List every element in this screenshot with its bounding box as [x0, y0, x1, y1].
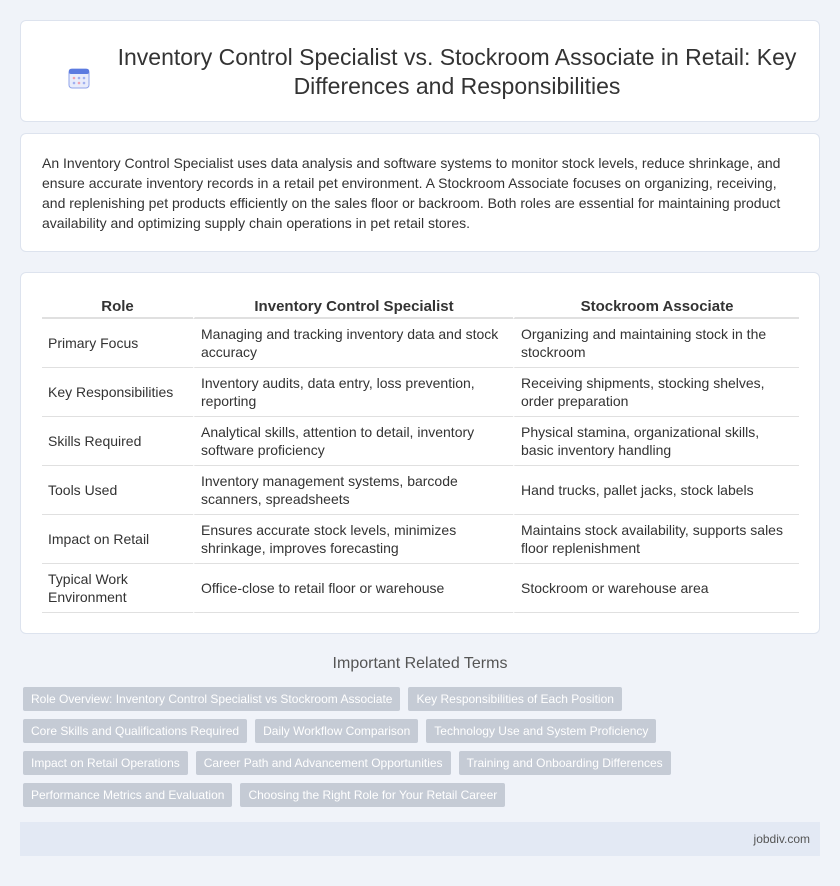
title-card	[20, 20, 820, 122]
related-term-tag[interactable]: Training and Onboarding Differences	[459, 751, 671, 775]
table-cell: Organizing and maintaining stock in the stockroom	[513, 319, 799, 368]
table-cell: Maintains stock availability, supports sales floor replenishment	[513, 515, 799, 564]
related-term-tag[interactable]: Performance Metrics and Evaluation	[23, 783, 232, 807]
row-label: Impact on Retail	[42, 515, 193, 564]
related-term-tag[interactable]: Core Skills and Qualifications Required	[23, 719, 247, 743]
table-cell: Physical stamina, organizational skills, basic inventory handling	[513, 417, 799, 466]
row-label: Primary Focus	[42, 319, 193, 368]
table-row	[42, 466, 799, 515]
related-terms-heading: Important Related Terms	[332, 655, 508, 672]
table-cell: Office-close to retail floor or warehouse	[193, 564, 513, 613]
table-row	[42, 319, 799, 368]
table-header-row	[42, 295, 799, 319]
row-label: Key Responsibilities	[42, 368, 193, 417]
table-row	[42, 515, 799, 564]
calendar-icon	[67, 66, 91, 90]
comparison-table-card	[20, 272, 820, 634]
table-row	[42, 368, 799, 417]
related-term-tag[interactable]: Impact on Retail Operations	[23, 751, 188, 775]
intro-paragraph: An Inventory Control Specialist uses data analysis and software systems to monitor stock levels, reduce shrinkage, and ensure accurate inventory records in a retail pet environment. A Stockroom Associate focuses on organizing, receiving, and replenishing pet products efficiently on the sales floor or backroom. Both roles are essential for maintaining product availability and optimizing supply chain operations in pet retail stores.	[42, 155, 781, 231]
table-cell: Inventory management systems, barcode scanners, spreadsheets	[193, 466, 513, 515]
related-term-tag[interactable]: Choosing the Right Role for Your Retail Career	[240, 783, 505, 807]
row-label: Typical Work Environment	[42, 564, 193, 613]
table-cell: Ensures accurate stock levels, minimizes shrinkage, improves forecasting	[193, 515, 513, 564]
table-row	[42, 417, 799, 466]
column-header-role: Role	[42, 295, 193, 319]
table-cell: Stockroom or warehouse area	[513, 564, 799, 613]
related-term-tag[interactable]: Key Responsibilities of Each Position	[408, 687, 621, 711]
table-cell: Hand trucks, pallet jacks, stock labels	[513, 466, 799, 515]
row-label: Tools Used	[42, 466, 193, 515]
column-header-stockroom-associate: Stockroom Associate	[513, 295, 799, 319]
related-term-tag[interactable]: Career Path and Advancement Opportunities	[196, 751, 451, 775]
column-header-inventory-control-specialist: Inventory Control Specialist	[193, 295, 513, 319]
table-row	[42, 564, 799, 613]
comparison-table	[42, 295, 799, 613]
table-cell: Managing and tracking inventory data and stock accuracy	[193, 319, 513, 368]
related-term-tag[interactable]: Daily Workflow Comparison	[255, 719, 418, 743]
table-cell: Inventory audits, data entry, loss prevention, reporting	[193, 368, 513, 417]
table-cell: Analytical skills, attention to detail, inventory software proficiency	[193, 417, 513, 466]
intro-card	[20, 133, 820, 252]
related-term-tag[interactable]: Role Overview: Inventory Control Specialist vs Stockroom Associate	[23, 687, 400, 711]
page-title: Inventory Control Specialist vs. Stockroom Associate in Retail: Key Differences and Responsibilities	[117, 44, 797, 99]
related-term-tag[interactable]: Technology Use and System Proficiency	[426, 719, 656, 743]
row-label: Skills Required	[42, 417, 193, 466]
footer	[20, 822, 820, 856]
footer-site-link[interactable]: jobdiv.com	[753, 832, 810, 846]
table-cell: Receiving shipments, stocking shelves, order preparation	[513, 368, 799, 417]
related-terms-tags	[23, 687, 723, 807]
